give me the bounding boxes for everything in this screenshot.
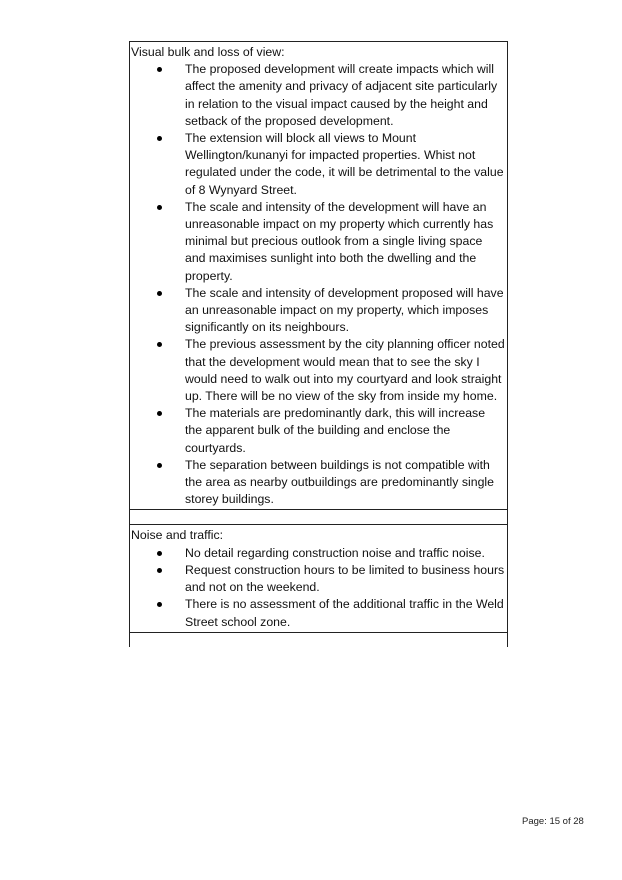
- list-item-text: The proposed development will create impacts which will affect the amenity and privacy of adjacent site particularly in relation to the visual impact caused by the height and setback of the proposed development.: [185, 62, 498, 128]
- spacer-cell: [130, 510, 508, 525]
- bullet-icon: [157, 551, 162, 556]
- list-item: [130, 61, 507, 130]
- list-item: [130, 130, 507, 199]
- bullet-icon: [157, 291, 162, 296]
- list-item: [130, 405, 507, 457]
- section-cell-noise-traffic: [130, 525, 508, 632]
- list-item-text: No detail regarding construction noise and traffic noise.: [185, 545, 485, 560]
- list-item: [130, 285, 507, 337]
- page-number: Page: 15 of 28: [522, 816, 584, 827]
- bullet-icon: [157, 205, 162, 210]
- empty-cell: [130, 632, 508, 647]
- list-item: [130, 596, 507, 630]
- bullet-icon: [157, 411, 162, 416]
- section-heading: Noise and traffic:: [131, 528, 224, 543]
- list-item-text: The previous assessment by the city planning officer noted that the development would mean that to see the sky I would need to walk out into my courtyard and look straight up. There will be no view of the sky from inside my home.: [185, 337, 505, 404]
- bullet-icon: [157, 67, 162, 72]
- bullet-icon: [157, 463, 162, 468]
- list-item: [130, 545, 507, 562]
- bullet-icon: [157, 342, 162, 347]
- bullet-list: [130, 61, 507, 508]
- list-item: [130, 457, 507, 509]
- list-item-text: The materials are predominantly dark, this will increase the apparent bulk of the building and enclose the courtyards.: [185, 406, 486, 455]
- section-heading: Visual bulk and loss of view:: [131, 45, 285, 59]
- list-item-text: The scale and intensity of the development will have an unreasonable impact on my property which currently has minimal but precious outlook from a single living space and maximises sunlight into both the dwelling and the property.: [185, 199, 494, 283]
- list-item-text: The scale and intensity of development proposed will have an unreasonable impact on my property, which imposes significantly on its neighbours.: [185, 285, 504, 335]
- table-row: [130, 525, 508, 632]
- bullet-icon: [157, 602, 162, 607]
- table-row: [130, 42, 508, 510]
- list-item-text: The separation between buildings is not compatible with the area as nearby outbuildings are predominantly single storey buildings.: [185, 457, 494, 507]
- list-item-text: There is no assessment of the additional traffic in the Weld Street school zone.: [185, 597, 504, 629]
- list-item: [130, 562, 507, 596]
- list-item-text: The extension will block all views to Mount Wellington/kunanyi for impacted properties. Whist not regulated under the code, it will be detrimental to the value of 8 Wynyard Street.: [185, 131, 504, 197]
- list-item: [130, 199, 507, 285]
- list-item-text: Request construction hours to be limited to business hours and not on the weekend.: [185, 562, 505, 595]
- bullet-icon: [157, 568, 162, 573]
- section-cell-visual-bulk: [130, 42, 508, 510]
- submission-table: [129, 41, 508, 647]
- table-row-empty: [130, 632, 508, 647]
- bullet-list: [130, 545, 507, 631]
- table-row-spacer: [130, 510, 508, 525]
- list-item: [130, 336, 507, 405]
- bullet-icon: [157, 136, 162, 141]
